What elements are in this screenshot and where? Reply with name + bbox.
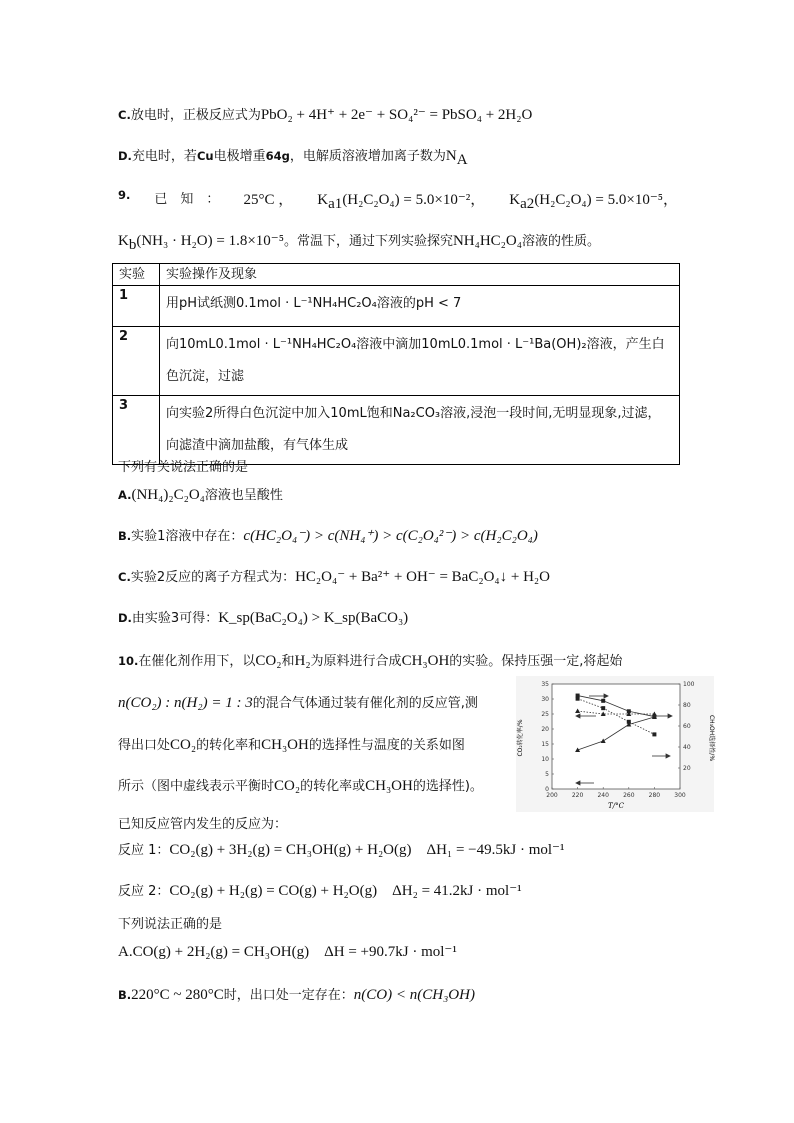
- data-point-square: [652, 732, 656, 736]
- experiment-operation: 用pH试纸测0.1mol · L⁻¹NH₄HC₂O₄溶液的pH < 7: [160, 286, 680, 327]
- option-text: 溶液也呈酸性: [204, 488, 283, 503]
- intro-text: 。常温下，通过下列实验探究: [283, 234, 453, 249]
- q10-line-3: [118, 734, 465, 754]
- formula: CO₂: [170, 737, 197, 753]
- experiment-table: [112, 263, 680, 465]
- table-header-row: [113, 264, 680, 286]
- table-header-cell: 实验操作及现象: [160, 264, 680, 286]
- formula: H₂: [294, 653, 311, 669]
- option-formula: HC₂O₄⁻ + Ba²⁺ + OH⁻ = BaC₂O₄↓ + H₂O: [295, 569, 550, 585]
- x-tick-label: 300: [674, 792, 686, 799]
- table-header-cell: 实验: [113, 264, 160, 286]
- y-left-tick-label: 0: [545, 786, 549, 793]
- text: 的选择性)。: [412, 779, 483, 794]
- experiment-operation: 向10mL0.1mol · L⁻¹NH₄HC₂O₄溶液中滴加10mL0.1mol · L⁻¹Ba(OH)₂溶液，产生白色沉淀，过滤: [160, 327, 680, 396]
- experiment-operation: 向实验2所得白色沉淀中加入10mL饱和Na₂CO₃溶液,浸泡一段时间,无明显现象,过滤，向滤渣中滴加盐酸，有气体生成: [160, 396, 680, 465]
- option-label: D.: [118, 149, 132, 163]
- q10-option-b: [118, 984, 475, 1004]
- text: 所示（图中虚线表示平衡时: [118, 779, 275, 794]
- table-row: [113, 327, 680, 396]
- q8-option-c: [118, 104, 532, 124]
- formula: CH₃OH: [261, 737, 309, 753]
- option-text: 实验1溶液中存在：: [131, 529, 244, 544]
- y-right-tick-label: 20: [683, 765, 691, 772]
- experiment-number: 3: [113, 396, 160, 465]
- ka1-sub: a1: [328, 195, 343, 212]
- option-text: 充电时，若: [131, 149, 197, 164]
- option-text: 放电时，正极反应式为: [130, 108, 261, 123]
- x-tick-label: 220: [571, 792, 584, 799]
- text: 和: [281, 654, 295, 669]
- text: 得出口处: [118, 738, 171, 753]
- temperature: 25°C ，: [243, 192, 294, 208]
- ka2-expression: [509, 188, 678, 213]
- q10-line-1: [118, 650, 622, 670]
- option-label: B.: [118, 529, 132, 543]
- kb-symbol: K: [118, 233, 129, 249]
- ka2-value: (H₂C₂O₄) = 5.0×10⁻⁵，: [534, 192, 678, 208]
- y-left-tick-label: 15: [541, 741, 549, 748]
- known-text: 已 知 ：: [154, 192, 220, 207]
- q9-option-c: [118, 566, 550, 586]
- q9-option-b: [118, 525, 538, 545]
- x-axis-label: T/°C: [608, 802, 624, 810]
- ka1-symbol: K: [317, 192, 329, 208]
- plot-frame: [552, 684, 680, 789]
- reaction-equation: CO₂(g) + 3H₂(g) = CH₃OH(g) + H₂O(g) ΔH₁ = −49.5kJ · mol⁻¹: [169, 842, 565, 858]
- ratio-formula: n(CO₂) : n(H₂) = 1 : 3: [118, 695, 253, 711]
- x-tick-label: 200: [546, 792, 558, 799]
- text: 在催化剂作用下，以: [138, 654, 256, 669]
- q10-option-a: A.CO(g) + 2H₂(g) = CH₃OH(g) ΔH = +90.7kJ · mol⁻¹: [118, 944, 457, 960]
- data-point-square: [601, 699, 605, 703]
- option-text: 实验2反应的离子方程式为：: [130, 570, 296, 585]
- option-text: 由实验3可得：: [131, 611, 219, 626]
- comparison-formula: n(CO) < n(CH₃OH): [353, 987, 475, 1003]
- avogadro-symbol: N: [445, 148, 457, 164]
- reaction-equation: CO₂(g) + H₂(g) = CO(g) + H₂O(g) ΔH₂ = 41.2kJ · mol⁻¹: [169, 883, 522, 899]
- q9-known-line: [118, 188, 678, 213]
- question-number: 10.: [118, 654, 139, 668]
- ka2-sub: a2: [520, 195, 535, 212]
- q10-reaction-2: [118, 879, 522, 900]
- kb-sub: b: [128, 236, 137, 253]
- y-left-tick-label: 35: [541, 681, 549, 688]
- text: 的转化率或: [300, 779, 366, 794]
- q10-stem: 下列说法正确的是: [118, 917, 223, 932]
- option-formula: c(HC₂O₄⁻) > c(NH₄⁺) > c(C₂O₄²⁻) > c(H₂C₂O₄): [243, 528, 538, 544]
- option-formula: (NH₄)₂C₂O₄: [131, 487, 205, 503]
- q10-reaction-1: [118, 838, 564, 859]
- q9-stem: 下列有关说法正确的是: [118, 460, 249, 475]
- option-label: B.: [118, 988, 132, 1002]
- experiment-number: 1: [113, 286, 160, 327]
- co2-conversion-chart: [516, 676, 714, 812]
- text: 为原料进行合成: [310, 654, 402, 669]
- reaction-label: 反应 2：: [118, 884, 170, 899]
- y-left-tick-label: 20: [541, 726, 549, 733]
- y-right-tick-label: 60: [683, 723, 691, 730]
- q9-option-d: [118, 607, 408, 627]
- equation: PbO₂ + 4H⁺ + 2e⁻ + SO₄²⁻ = PbSO₄ + 2H₂O: [260, 107, 533, 123]
- ka2-symbol: K: [509, 192, 521, 208]
- q8-option-d: [118, 145, 468, 169]
- x-tick-label: 240: [597, 792, 609, 799]
- option-formula: K_sp(BaC₂O₄) > K_sp(BaCO₃): [218, 610, 409, 626]
- option-text: 时，出口处一定存在：: [223, 988, 354, 1003]
- q9-kb-line: [118, 230, 600, 254]
- data-point-square: [601, 706, 605, 710]
- avogadro-sub: A: [456, 151, 468, 168]
- experiment-number: 2: [113, 327, 160, 396]
- q10-known: 已知反应管内发生的反应为：: [118, 817, 288, 832]
- y-right-axis-label: CH₃OH选择性/%: [708, 714, 715, 762]
- x-tick-label: 260: [623, 792, 635, 799]
- ka1-expression: [317, 188, 485, 213]
- temperature-range: 220°C ~ 280°C: [131, 987, 224, 1003]
- q9-option-a: [118, 484, 283, 504]
- y-right-tick-label: 80: [683, 702, 691, 709]
- y-left-tick-label: 5: [545, 771, 549, 778]
- table-row: [113, 286, 680, 327]
- y-right-tick-label: 40: [683, 744, 691, 751]
- formula: CH₃OH: [365, 778, 413, 794]
- q10-line-4: [118, 775, 483, 795]
- option-text-2: 电极增重: [213, 149, 266, 164]
- y-left-tick-label: 25: [541, 711, 549, 718]
- y-right-tick-label: 100: [683, 681, 695, 688]
- option-label: D.: [118, 611, 132, 625]
- y-left-tick-label: 30: [541, 696, 549, 703]
- option-label: A.: [118, 488, 132, 502]
- mass-text: 64g: [265, 149, 290, 163]
- text: 的混合气体通过装有催化剂的反应管,测: [252, 696, 478, 711]
- table-row: [113, 396, 680, 465]
- intro-end: 溶液的性质。: [521, 234, 600, 249]
- text: 的选择性与温度的关系如图: [308, 738, 465, 753]
- y-left-tick-label: 10: [541, 756, 549, 763]
- option-label: C.: [118, 108, 131, 122]
- option-text-3: ，电解质溶液增加离子数为: [289, 149, 446, 164]
- cu-text: Cu: [196, 149, 214, 163]
- formula: CO₂: [274, 778, 301, 794]
- formula: CH₃OH: [401, 653, 450, 669]
- formula: CO₂: [255, 653, 282, 669]
- reaction-label: 反应 1：: [118, 843, 170, 858]
- text: 的转化率和: [196, 738, 262, 753]
- q10-line-2: [118, 692, 478, 712]
- ka1-value: (H₂C₂O₄) = 5.0×10⁻²，: [342, 192, 486, 208]
- question-number: 9.: [118, 188, 131, 202]
- intro-formula: NH₄HC₂O₄: [452, 233, 522, 249]
- y-left-axis-label: CO₂转化率/%: [517, 719, 524, 757]
- option-label: C.: [118, 570, 131, 584]
- x-tick-label: 280: [648, 792, 661, 799]
- text: 的实验。保持压强一定,将起始: [449, 654, 623, 669]
- data-point-square: [576, 697, 580, 701]
- kb-value: (NH₃ · H₂O) = 1.8×10⁻⁵: [136, 233, 284, 249]
